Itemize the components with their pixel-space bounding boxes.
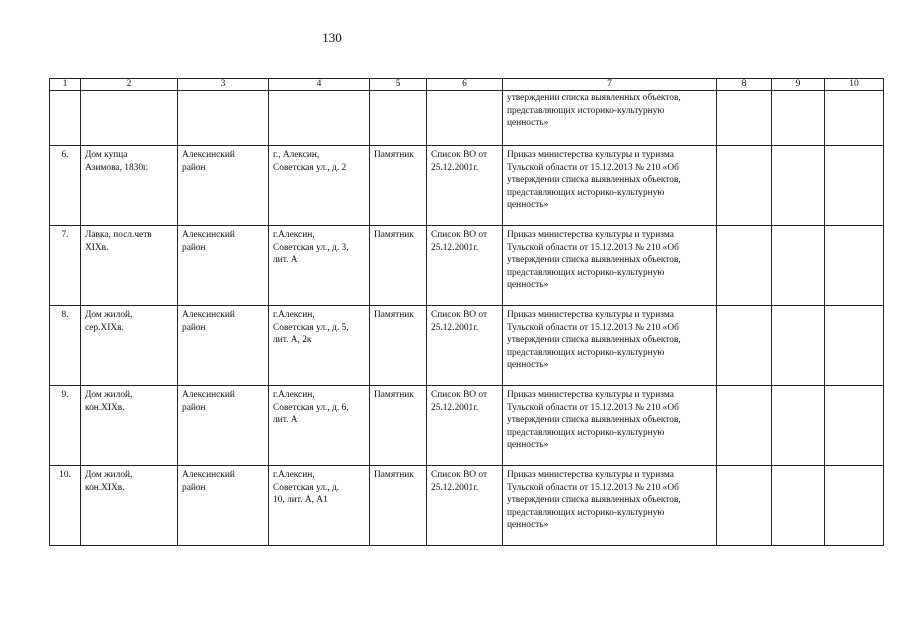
row-number: 6. [61,150,69,160]
list-reference: Список ВО от 25.12.2001г. [431,390,488,413]
row-number: 7. [61,230,69,240]
object-type: Памятник [374,150,414,160]
object-type: Памятник [374,390,414,400]
table-row [50,386,884,466]
object-name: Дом купца Азимова, 1830г. [85,150,149,173]
column-header: 5 [370,79,427,91]
column-header: 8 [717,79,772,91]
row-number: 8. [61,310,69,320]
address: г.Алексин, Советская ул., д. 3, лит. А [273,230,349,265]
document-reference: Приказ министерства культуры и туризма Тульской области от 15.12.2013 № 210 «Об утверждении списка выявленных объектов, представляющих историко-культурную ценность» [507,230,681,290]
document-reference: Приказ министерства культуры и туризма Тульской области от 15.12.2013 № 210 «Об утверждении списка выявленных объектов, представляющих историко-культурную ценность» [507,470,681,530]
list-reference: Список ВО от 25.12.2001г. [431,230,488,253]
list-reference: Список ВО от 25.12.2001г. [431,310,488,333]
district: Алексинский район [182,390,235,413]
address: г., Алексин, Советская ул., д. 2 [273,150,347,173]
list-reference: Список ВО от 25.12.2001г. [431,150,488,173]
page-number: 130 [322,30,342,45]
object-type: Памятник [374,310,414,320]
object-name: Дом жилой, сер.XIXв. [85,310,133,333]
column-header: 9 [772,79,825,91]
object-name: Дом жилой, кон.XIXв. [85,390,133,413]
address: г.Алексин, Советская ул., д. 6, лит. А [273,390,349,425]
document-reference: Приказ министерства культуры и туризма Тульской области от 15.12.2013 № 210 «Об утверждении списка выявленных объектов, представляющих историко-культурную ценность» [507,390,681,450]
column-header: 3 [178,79,269,91]
column-number-row [50,79,884,91]
heritage-objects-table [49,78,884,546]
address: г.Алексин, Советская ул., д. 5, лит. А, 2к [273,310,349,345]
column-header: 2 [81,79,178,91]
row-number: 10. [59,470,71,480]
table-row-continuation [50,91,884,146]
column-header: 6 [427,79,503,91]
document-reference: Приказ министерства культуры и туризма Тульской области от 15.12.2013 № 210 «Об утверждении списка выявленных объектов, представляющих историко-культурную ценность» [507,150,681,210]
table-row [50,306,884,386]
column-header: 10 [825,79,884,91]
table-row [50,226,884,306]
object-name: Дом жилой, кон.XIXв. [85,470,133,493]
list-reference: Список ВО от 25.12.2001г. [431,470,488,493]
object-name: Лавка, посл.четв XIXв. [85,230,152,253]
table-row [50,146,884,226]
column-header: 1 [50,79,81,91]
table-row [50,466,884,546]
row-number: 9. [61,390,69,400]
district: Алексинский район [182,150,235,173]
column-header: 4 [269,79,370,91]
column-header: 7 [503,79,717,91]
object-type: Памятник [374,470,414,480]
object-type: Памятник [374,230,414,240]
document-reference: Приказ министерства культуры и туризма Тульской области от 15.12.2013 № 210 «Об утверждении списка выявленных объектов, представляющих историко-культурную ценность» [507,310,681,370]
district: Алексинский район [182,310,235,333]
district: Алексинский район [182,230,235,253]
document-reference: утверждении списка выявленных объектов, представляющих историко-культурную ценность» [507,93,681,128]
address: г.Алексин, Советская ул., д. 10, лит. А, А1 [273,470,340,505]
district: Алексинский район [182,470,235,493]
